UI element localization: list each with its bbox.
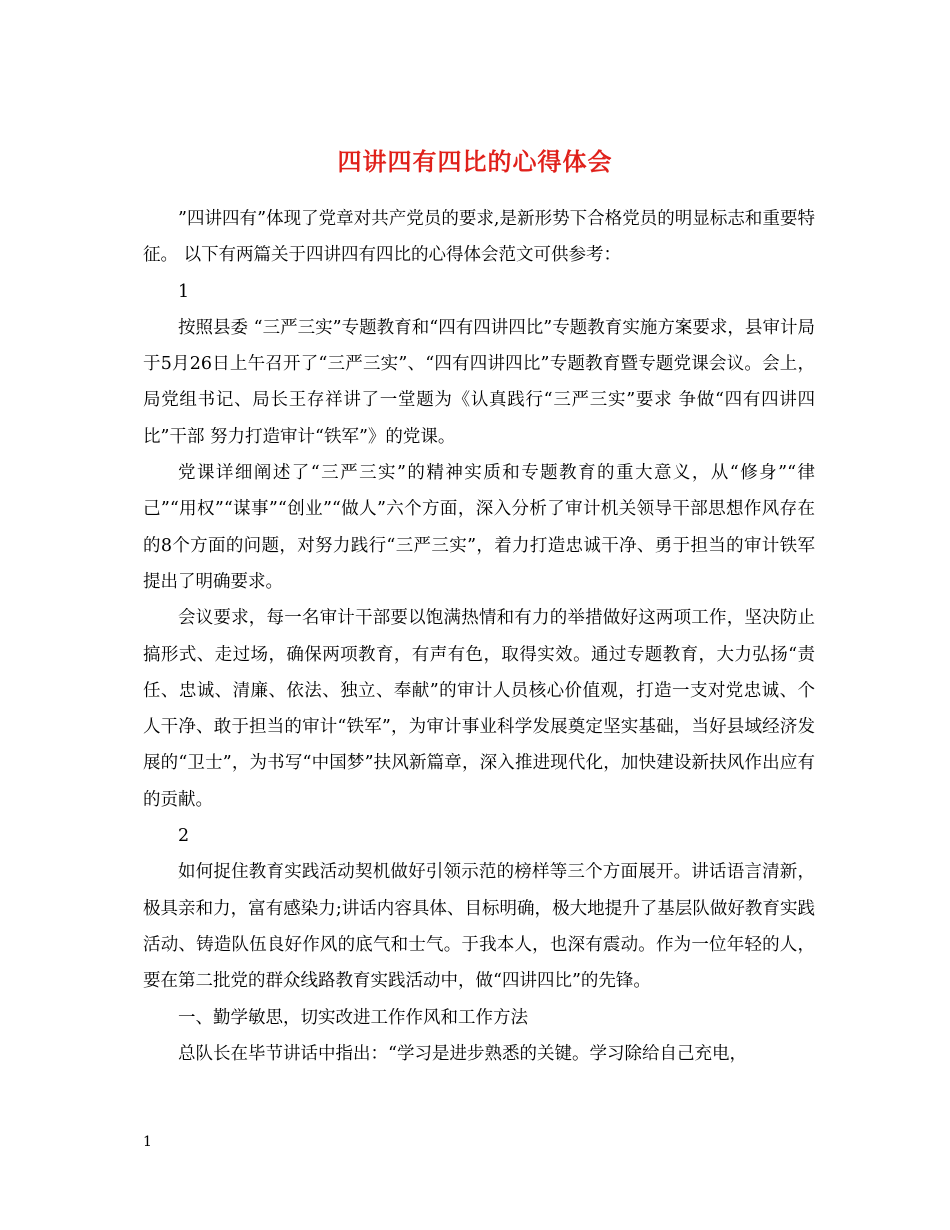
article-2-heading-1: 一、勤学敏思，切实改进工作作风和工作方法 bbox=[178, 1007, 528, 1028]
article-1-paragraph-2: 党课详细阐述了“三严三实”的精神实质和专题教育的重大意义，从“修身”“律己”“用权”“谋事”“创业”“做人”六个方面，深入分析了审计机关领导干部思想作风存在的8个方面的问题，对努力践行“三严三实”，着力打造忠诚干净、勇于担当的审计铁军提出了明确要求。 bbox=[143, 463, 815, 592]
document-title: 四讲四有四比的心得体会 bbox=[337, 147, 613, 177]
page-number: 1 bbox=[143, 1134, 152, 1150]
article-2-paragraph-1: 如何捉住教育实践活动契机做好引领示范的榜样等三个方面展开。讲话语言清新，极具亲和力，富有感染力;讲话内容具体、目标明确，极大地提升了基层队做好教育实践活动、铸造队伍良好作风的底气和士气。于我本人，也深有震动。作为一位年轻的人，要在第二批党的群众线路教育实践活动中，做“四讲四比”的先锋。 bbox=[143, 862, 815, 992]
document-body bbox=[143, 201, 815, 1072]
intro-paragraph: ”四讲四有”体现了党章对共产党员的要求,是新形势下合格党员的明显标志和重要特征。 以下有两篇关于四讲四有四比的心得体会范文可供参考： bbox=[143, 209, 815, 266]
section-number-2: 2 bbox=[178, 826, 190, 847]
article-1-paragraph-3: 会议要求，每一名审计干部要以饱满热情和有力的举措做好这两项工作，坚决防止搞形式、走过场，确保两项教育，有声有色，取得实效。通过专题教育，大力弘扬“责任、忠诚、清廉、依法、独立、奉献”的审计人员核心价值观，打造一支对党忠诚、个人干净、敢于担当的审计“铁军”，为审计事业科学发展奠定坚实基础，当好县域经济发展的“卫士”，为书写“中国梦”扶风新篇章，深入推进现代化，加快建设新扶风作出应有的贡献。 bbox=[143, 608, 815, 810]
article-1-paragraph-1: 按照县委 “三严三实”专题教育和“四有四讲四比”专题教育实施方案要求，县审计局于5月26日上午召开了“三严三实”、“四有四讲四比”专题教育暨专题党课会议。会上，局党组书记、局长王存祥讲了一堂题为《认真践行“三严三实”要求 争做“四有四讲四比”干部 努力打造审计“铁军”》的党课。 bbox=[143, 317, 815, 447]
section-number-1: 1 bbox=[178, 281, 190, 302]
article-2-paragraph-2: 总队长在毕节讲话中指出：“学习是进步熟悉的关键。学习除给自己充电， bbox=[178, 1043, 747, 1064]
